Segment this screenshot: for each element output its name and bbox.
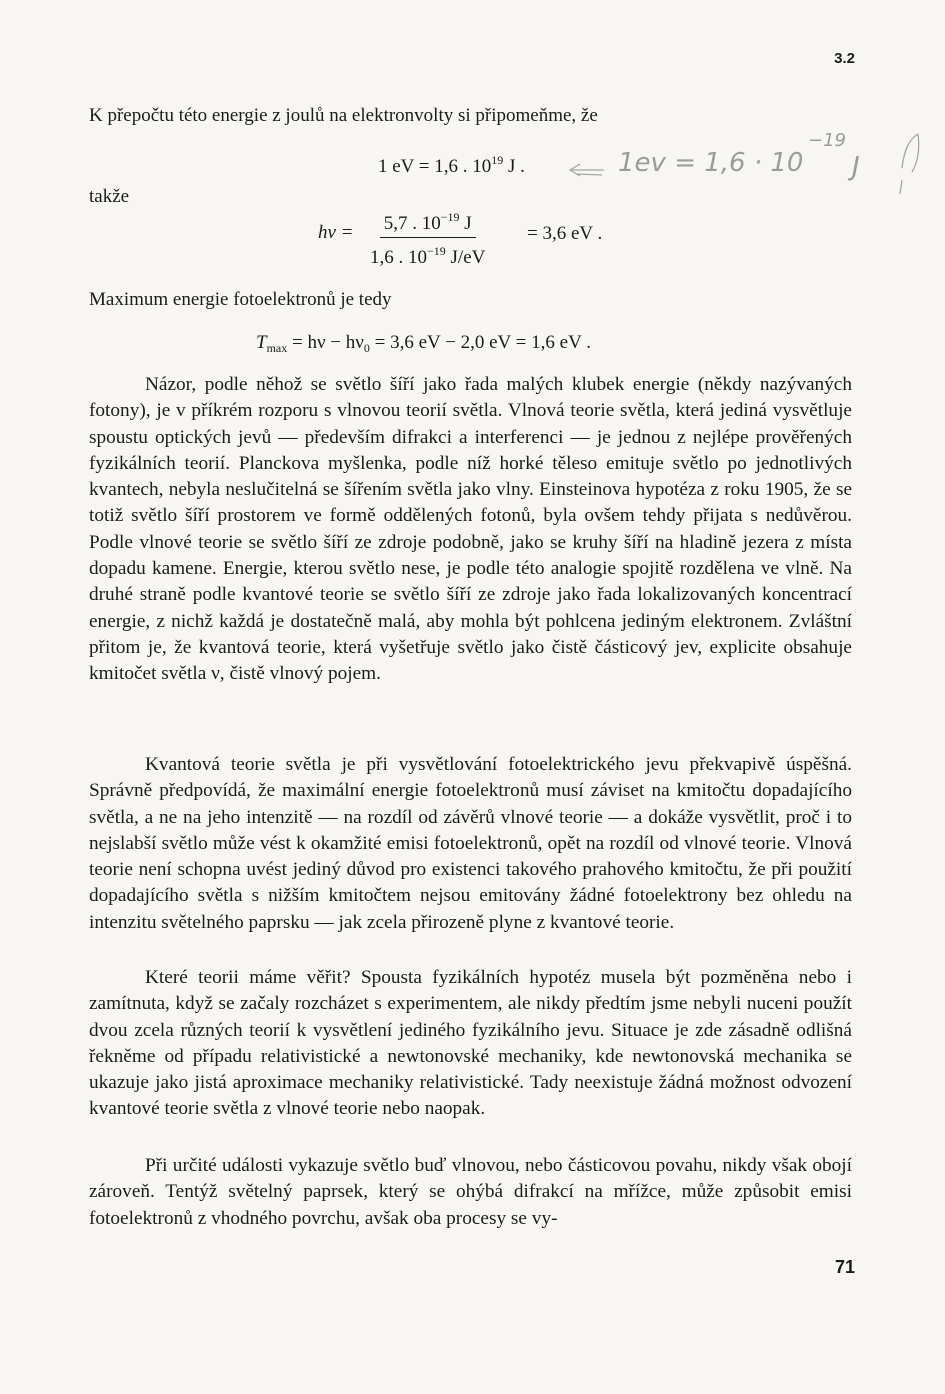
den-unit: J/eV	[445, 247, 486, 268]
handwritten-arrow-icon	[566, 160, 606, 185]
eq3-T: T	[256, 332, 267, 353]
eq3-sub-0: 0	[363, 341, 370, 355]
num-exp: −19	[440, 210, 460, 224]
fraction-numerator	[380, 204, 476, 238]
paragraph-1: Názor, podle něhož se světlo šíří jako řada malých klubek energie (někdy nazývaných fotony), je v příkrém rozporu s vlnovou teorií světla. Vlnová teorie světla, která jediná vysvětluje spoustu optických jevů — především difrakci a interferenci — je jednou z nejlépe prověřených fyzikálních teorií. Planckova myšlenka, podle níž horké těleso emituje světlo po jednotlivých kvantech, nebyla neslučitelná se šířením světla jako vlny. Einsteinova hypotéza z roku 1905, že se totiž světlo šíří prostorem ve formě oddělených fotonů, byla ovšem tehdy přijata s nedůvěrou. Podle vlnové teorie se světlo šíří ze zdroje podobně, jako se kruhy šíří na hladině jezera z místa dopadu kamene. Energie, kterou světlo nese, je podle této analogie spojitě rozdělena ve vlně. Na druhé straně podle kvantové teorie se světlo šíří ze zdroje jako řada lokalizovaných koncentrací energie, z nichž každá je dostatečně malá, aby mohla být pohlcena jediným elektronem. Zvláštní přitom je, že kvantová teorie, která vyšetřuje světlo jako čistě částicový jev, explicite obsahuje kmitočet světla ν, čistě vlnový pojem.	[89, 374, 852, 685]
paragraph-2: Kvantová teorie světla je při vysvětlování fotoelektrického jevu překvapivě úspěšná. Správně předpovídá, že maximální energie fotoelektronů musí záviset na kmitočtu dopadajícího světla, a ne na jeho intenzitě — na rozdíl od závěrů vlnové teorie — a dokáže vysvětlit, proč i to nejslabší světlo může vést k okamžité emisi fotoelektronů, opět na rozdíl od vlnové teorie. Vlnová teorie není schopna uvést jediný důvod pro existenci takového prahového kmitočtu, že při použití dopadajícího světla s nižším kmitočtem nejsou emitovány žádné fotoelektrony bez ohledu na intenzitu světelného paprsku — jak zcela přirozeně plyne z kvantové teorie.	[89, 754, 852, 933]
den-exp: −19	[427, 244, 446, 258]
handwritten-unit: J	[852, 152, 860, 182]
fraction-denominator	[366, 238, 489, 271]
eq3-rest2: = 3,6 eV − 2,0 eV = 1,6 eV .	[369, 332, 591, 353]
paragraph-3: Které teorii máme věřit? Spousta fyzikálních hypotéz musela být pozměněna nebo i zamítnuta, když se začaly rozcházet s experimentem, ale nikdy předtím jsme nebyli nuceni použít dvou zcela různých teorií k vysvětlení jediného fyzikálního jevu. Situace je zde zásadně odlišná řekněme od případu relativistické a newtonovské mechaniky, kde newtonovská mechanika se ukazuje jako jistá aproximace mechaniky relativistické. Tady neexistuje žádná možnost odvození kvantové teorie světla z vlnové teorie nebo naopak.	[89, 967, 852, 1120]
eq1-lhs: 1 eV = 1,6 . 10	[378, 156, 492, 177]
num-unit: J	[459, 213, 472, 234]
takze-line: takže	[89, 186, 130, 207]
intro-line: K přepočtu této energie z joulů na elektronvolty si připomeňme, že	[89, 105, 598, 126]
eq1-exp: 19	[491, 153, 504, 167]
handwritten-bracket-icon	[896, 130, 926, 205]
fraction	[366, 204, 489, 271]
eq2-lhs: hν =	[318, 222, 354, 243]
handwritten-exponent: −19	[808, 130, 846, 151]
section-number: 3.2	[834, 50, 855, 67]
page-number: 71	[834, 1257, 855, 1277]
handwritten-note: 1ev = 1,6 · 10	[618, 148, 804, 178]
maximum-line: Maximum energie fotoelektronů je tedy	[89, 289, 392, 310]
eq3-sub-max: max	[266, 341, 288, 355]
den-base: 1,6 . 10	[370, 247, 427, 268]
eq2-rhs: = 3,6 eV .	[527, 223, 603, 244]
num-base: 5,7 . 10	[383, 213, 441, 234]
eq1-unit: J .	[503, 156, 525, 177]
equation-tmax	[256, 332, 591, 356]
equation-ev-joule	[378, 153, 525, 178]
eq3-rest1: = hν − hν	[287, 332, 364, 353]
paragraph-4: Při určité události vykazuje světlo buď vlnovou, nebo částicovou povahu, nikdy však obojí zároveň. Tentýž světelný paprsek, který se ohýbá difrakcí na mřížce, může způsobit emisi fotoelektronů z vhodného povrchu, avšak oba procesy se vy-	[89, 1155, 852, 1229]
